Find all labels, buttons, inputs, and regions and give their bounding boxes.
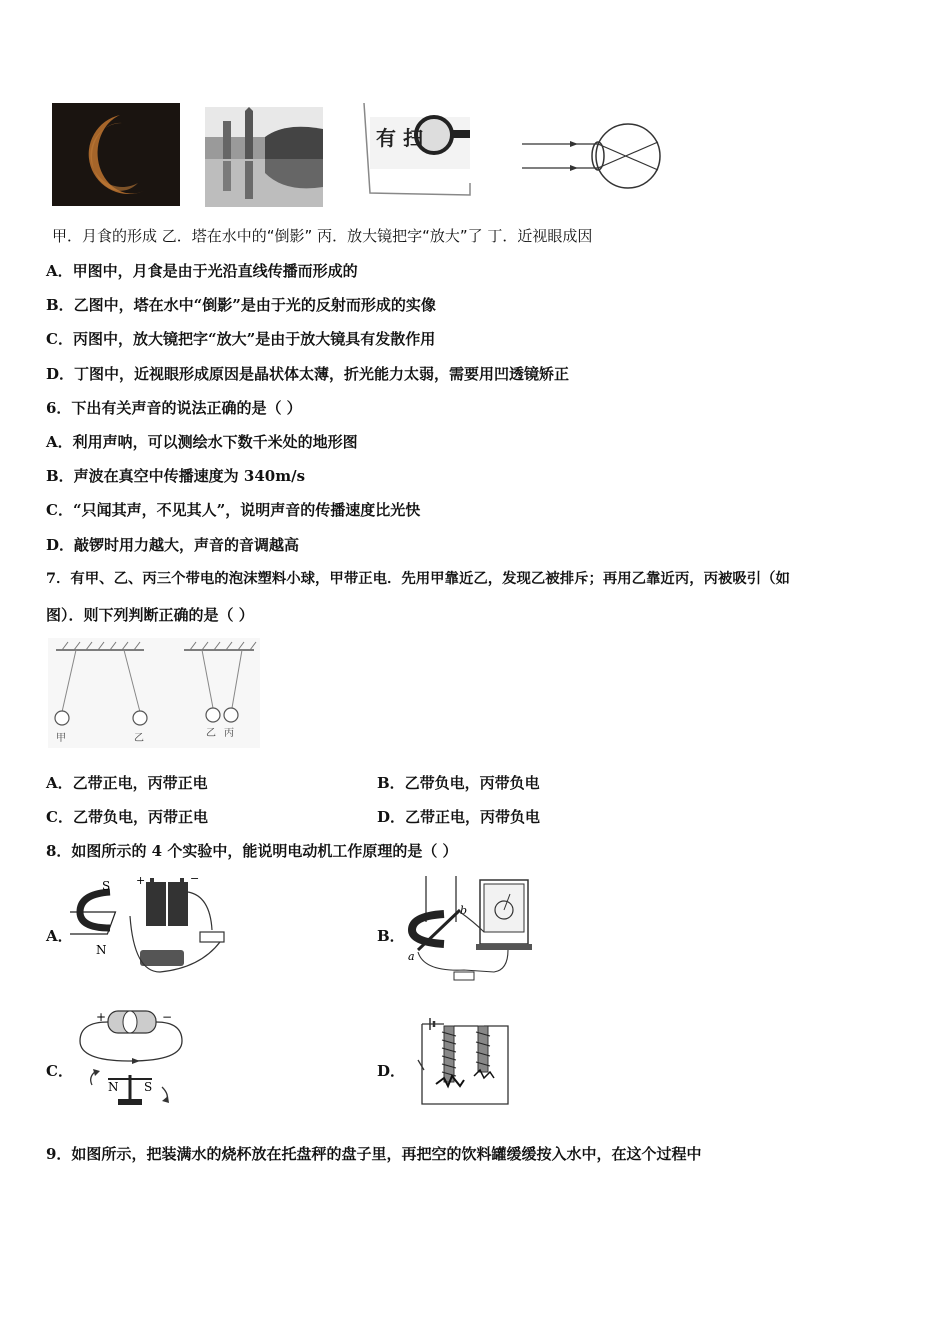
- q8-label-b: B．: [377, 927, 405, 945]
- q5-option-d: D．丁图中，近视眼形成原因是晶状体太薄，折光能力太弱，需要用凹透镜矫正: [46, 365, 570, 383]
- q8-stem: 8．如图所示的 4 个实验中，能说明电动机工作原理的是（ ）: [46, 842, 458, 860]
- q9-stem: 9．如图所示，把装满水的烧杯放在托盘秤的盘子里，再把空的饮料罐缓缓按入水中，在这个过程中: [46, 1145, 702, 1163]
- ball-label-jia: 甲: [56, 733, 66, 744]
- ball-label-yi: 乙: [134, 733, 144, 744]
- q6-stem: 6．下出有关声音的说法正确的是（ ）: [46, 399, 302, 417]
- svg-text:有 扫: 有 扫: [376, 126, 423, 150]
- b-a-label: a: [408, 950, 415, 963]
- q7-option-d: D．乙带正电，丙带负电: [377, 808, 541, 826]
- q8-label-d: D．: [377, 1062, 406, 1080]
- charged-balls-diagram: [48, 638, 260, 748]
- ball-label-yi-2: 乙: [206, 728, 216, 739]
- q7-option-b: B．乙带负电，丙带负电: [377, 774, 540, 792]
- q6-option-c: C．“只闻其声，不见其人”，说明声音的传播速度比光快: [46, 501, 421, 519]
- q7-option-a: A．乙带正电，丙带正电: [46, 774, 208, 792]
- q7-option-c: C．乙带负电，丙带正电: [46, 808, 208, 826]
- q6-option-a: A．利用声呐，可以测绘水下数千米处的地形图: [46, 433, 358, 451]
- a-plus-label: +: [136, 874, 146, 887]
- q5-option-b: B．乙图中，塔在水中“倒影”是由于光的反射而形成的实像: [46, 296, 436, 314]
- c-minus-label: −: [162, 1010, 173, 1024]
- c-s-label: S: [144, 1080, 153, 1094]
- q6-option-b: B．声波在真空中传播速度为 340m/s: [46, 467, 306, 485]
- q8-figure-c: [70, 1005, 190, 1109]
- q8-figure-a: [70, 872, 230, 982]
- moon-eclipse-image: [52, 103, 180, 206]
- a-minus-label: −: [190, 872, 200, 885]
- q7-stem-line1: 7．有甲、乙、丙三个带电的泡沫塑料小球，甲带正电．先用甲靠近乙，发现乙被排斥；再用乙靠近丙，丙被吸引（如: [46, 570, 790, 587]
- a-s-label: S: [102, 879, 111, 893]
- magnifier-image: [362, 103, 472, 198]
- q5-option-a: A．甲图中，月食是由于光沿直线传播而形成的: [46, 262, 358, 280]
- q5-option-c: C．丙图中，放大镜把字“放大”是由于放大镜具有发散作用: [46, 330, 436, 348]
- myopia-eye-diagram: [520, 116, 662, 198]
- c-plus-label: +: [96, 1010, 107, 1024]
- figures-caption: 甲．月食的形成 乙．塔在水中的“倒影” 丙．放大镜把字“放大”了 丁．近视眼成因: [52, 227, 593, 245]
- q8-label-c: C．: [46, 1062, 73, 1080]
- q8-label-a: A．: [46, 927, 73, 945]
- ball-label-bing: 丙: [224, 728, 234, 739]
- q6-option-d: D．敲锣时用力越大，声音的音调越高: [46, 536, 300, 554]
- q8-figure-d: [404, 1016, 514, 1108]
- q7-stem-line2: 图）．则下列判断正确的是（ ）: [46, 606, 254, 624]
- b-b-label: b: [460, 904, 468, 917]
- c-n-label: N: [108, 1080, 119, 1094]
- q8-figure-b: [404, 872, 534, 984]
- a-n-label: N: [96, 943, 107, 957]
- tower-reflection-image: [205, 107, 323, 207]
